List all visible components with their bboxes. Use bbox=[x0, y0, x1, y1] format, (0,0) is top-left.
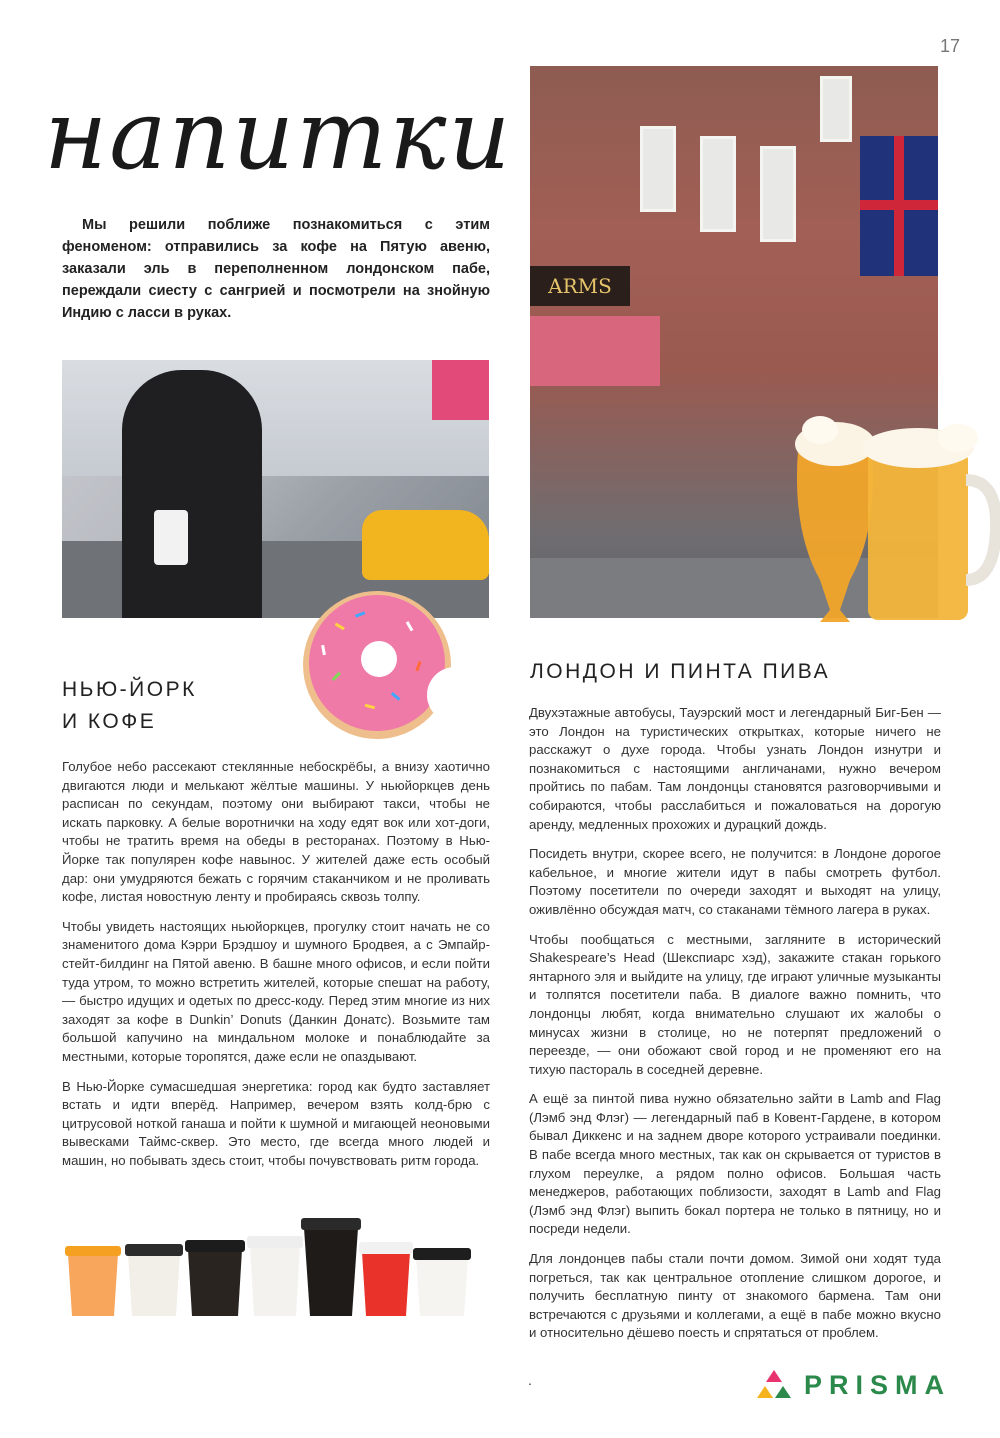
article-paragraph: Чтобы пообщаться с местными, загляните в исторический Shakespeare’s Head (Шекспиарс хэд), закажите стакан горького янтарного эля и выйдите на улицу, где играют уличные музыканты и толпятся посетители паба. В диалоге важно помнить, что лондонцы любят, когда внимательно слушают их жалобы о минусах жизни в столице, но не потерпят предложений о переезде, — они обожают свой город и не променяют его на тихую пастораль в соседней деревне. bbox=[529, 931, 941, 1077]
cup-red bbox=[359, 1242, 413, 1316]
photo-window bbox=[640, 126, 676, 212]
new-york-article bbox=[62, 758, 490, 1181]
cup-black bbox=[185, 1240, 245, 1316]
coffee-cups-illustration bbox=[62, 1210, 482, 1320]
photo-yellow-cab bbox=[362, 510, 489, 580]
new-york-heading-line1: НЬЮ-ЙОРК bbox=[62, 678, 197, 701]
london-heading: ЛОНДОН И ПИНТА ПИВА bbox=[530, 660, 831, 683]
article-paragraph: Двухэтажные автобусы, Тауэрский мост и легендарный Биг-Бен — это Лондон на туристических открытках, которые ничего не расскажут о духе города. Чтобы узнать Лондон изнутри и познакомиться с настоящими англичанами, нужно вечером пройтись по пабам. Там лондонцы становятся разговорчивыми и собираются, чтобы расслабиться и пожаловаться на дорогую аренду, медленных прохожих и дурацкий дождь. bbox=[529, 705, 941, 832]
pub-sign: ARMS bbox=[530, 266, 630, 306]
brand-name: PRISMA bbox=[804, 1370, 952, 1400]
new-york-photo bbox=[62, 360, 489, 618]
photo-window bbox=[760, 146, 796, 242]
photo-window bbox=[700, 136, 736, 232]
article-paragraph: Голубое небо рассекают стеклянные небоскрёбы, а внизу хаотично двигаются люди и мелькают жёлтые машины. У ньюйоркцев день расписан по секундам, поэтому они выбирают такси, чтобы не искать парковку. А белые воротнички на ходу едят вок или хот-доги, чтобы не тратить время на обеды в ресторанах. Поэтому в Нью-Йорке так популярен кофе навынос. У жителей даже есть особый дар: они умудряются бежать с горячим стаканчиком и не проливать кофе, листая новостную ленту и пробираясь сквозь толпу. bbox=[62, 759, 490, 905]
donut-illustration bbox=[295, 585, 465, 745]
intro-text: Мы решили поближе познакомиться с этим феноменом: отправились за кофе на Пятую авеню, заказали эль в переполненном лондонском пабе, переждали сиесту с сангрией и посмотрели на знойную Индию с ласси в руках. bbox=[62, 217, 490, 321]
pub-awning bbox=[530, 316, 660, 386]
london-article bbox=[529, 704, 941, 1354]
photo-woman bbox=[122, 370, 262, 618]
intro-paragraph bbox=[62, 214, 490, 324]
cup-white bbox=[125, 1244, 183, 1316]
cup-orange bbox=[65, 1246, 121, 1316]
union-flag bbox=[860, 136, 938, 276]
page-number: 17 bbox=[940, 36, 961, 56]
article-paragraph: Посидеть внутри, скорее всего, не получится: в Лондоне дорогое кабельное, и многие жители идут в пабы смотреть футбол. Поэтому посетители по очереди заходят и выходят на улицу, оживлённо обсуждая матч, со стаканами тёмного лагера в руках. bbox=[529, 846, 941, 917]
article-paragraph: А ещё за пинтой пива нужно обязательно зайти в Lamb and Flag (Лэмб энд Флэг) — легендарный паб в Ковент-Гардене, в котором бывал Диккенс и на заднем дворе которого устраивали поединки. В пабе всегда много местных, так как он скрывается от туристов в глухом переулке, а рядом полно офисов. Большая часть менеджеров, работающих поблизости, заходят в Lamb and Flag (Лэмб энд Флэг) выпить бокал портера не только в пятницу, но и посреди недели. bbox=[529, 1091, 941, 1237]
beer-mug bbox=[862, 424, 996, 620]
photo-neon-sign bbox=[432, 360, 489, 420]
article-paragraph: Чтобы увидеть настоящих ньюйоркцев, прогулку стоит начать не со знаменитого дома Кэрри Брэдшоу и шумного Бродвея, а с Эмпайр-стейт-билдинг на Пятой авеню. В башне много офисов, и если пойти туда утром, то можно встретить жителей, которые спешат на работу, — быстро идущих и одетых по дресс-коду. Перед этим многие из них заходят за кофе в Dunkin’ Donuts (Данкин Донатс). Возьмите там большой капучино на миндальном молоке и понаблюдайте за местными, которые торопятся, даже если не опаздывают. bbox=[62, 918, 490, 1064]
cup-white-small bbox=[413, 1248, 471, 1316]
photo-coffee-cup bbox=[154, 510, 188, 565]
article-paragraph: В Нью-Йорке сумасшедшая энергетика: город как будто заставляет встать и идти вперёд. Например, вечером взять колд-брю с цитрусовой ноткой ганаша и пойти к шумной и мигающей неоновыми вывесками Таймс-сквер. Это место, где всегда много людей и машин, но побывать здесь стоит, чтобы почувствовать ритм города. bbox=[62, 1078, 490, 1168]
prisma-triangles-icon bbox=[752, 1368, 796, 1404]
new-york-heading bbox=[62, 674, 282, 738]
footer-dot: . bbox=[528, 1372, 532, 1388]
article-paragraph: Для лондонцев пабы стали почти домом. Зимой они ходят туда погреться, так как центральное отопление слишком дорогое, и получить бесплатную пинту от знакомого бармена. Там они встречаются с друзьями и коллегами, а ещё в пабе можно вкусно и относительно дёшево поесть и спрятаться от проблем. bbox=[529, 1251, 941, 1341]
page-title: напитки bbox=[44, 79, 513, 191]
cup-black-tall bbox=[301, 1218, 361, 1316]
prisma-logo bbox=[752, 1368, 967, 1404]
new-york-heading-line2: И КОФЕ bbox=[62, 710, 157, 733]
beer-glasses-illustration bbox=[790, 410, 1000, 630]
cup-white-tall bbox=[247, 1236, 303, 1316]
photo-window bbox=[820, 76, 852, 142]
